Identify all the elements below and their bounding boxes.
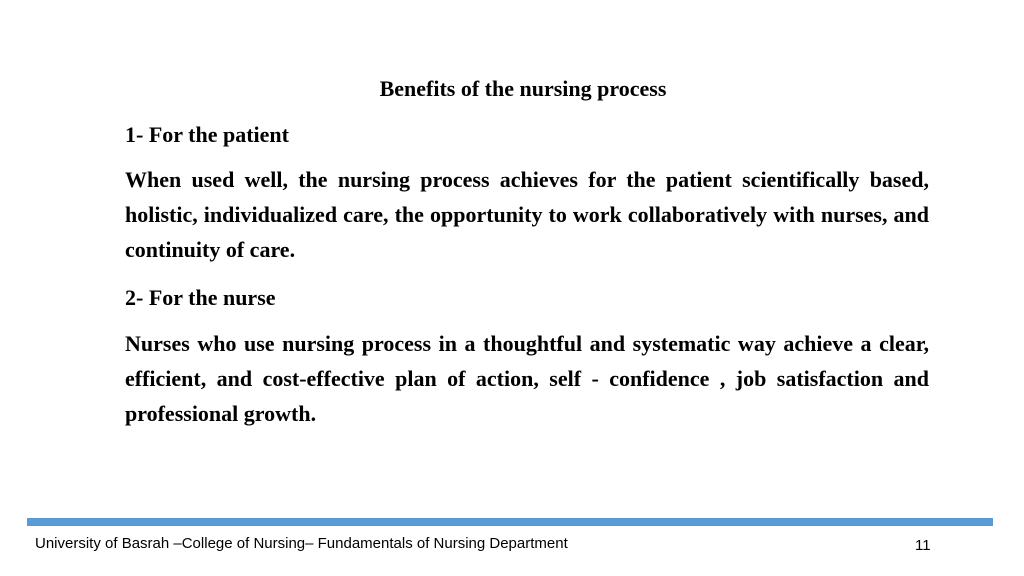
slide-title-text: Benefits of the nursing process — [379, 76, 667, 101]
footer-divider — [27, 518, 993, 526]
section-heading-patient: 1- For the patient — [125, 122, 289, 147]
slide-title — [125, 76, 929, 102]
section-text-patient: When used well, the nursing process achieves for the patient scientifically based, holistic, individualized care, the opportunity to work collaboratively with nurses, and continuity of care. — [125, 167, 929, 262]
footer-institution: University of Basrah –College of Nursing– Fundamentals of Nursing Department — [35, 535, 568, 552]
section-heading-nurse: 2- For the nurse — [125, 285, 276, 310]
section-text-nurse: Nurses who use nursing process in a thoughtful and systematic way achieve a clear, efficient, and cost-effective plan of action, self - confidence , job satisfaction and professional growth. — [125, 331, 929, 426]
page-number: 11 — [915, 537, 931, 554]
